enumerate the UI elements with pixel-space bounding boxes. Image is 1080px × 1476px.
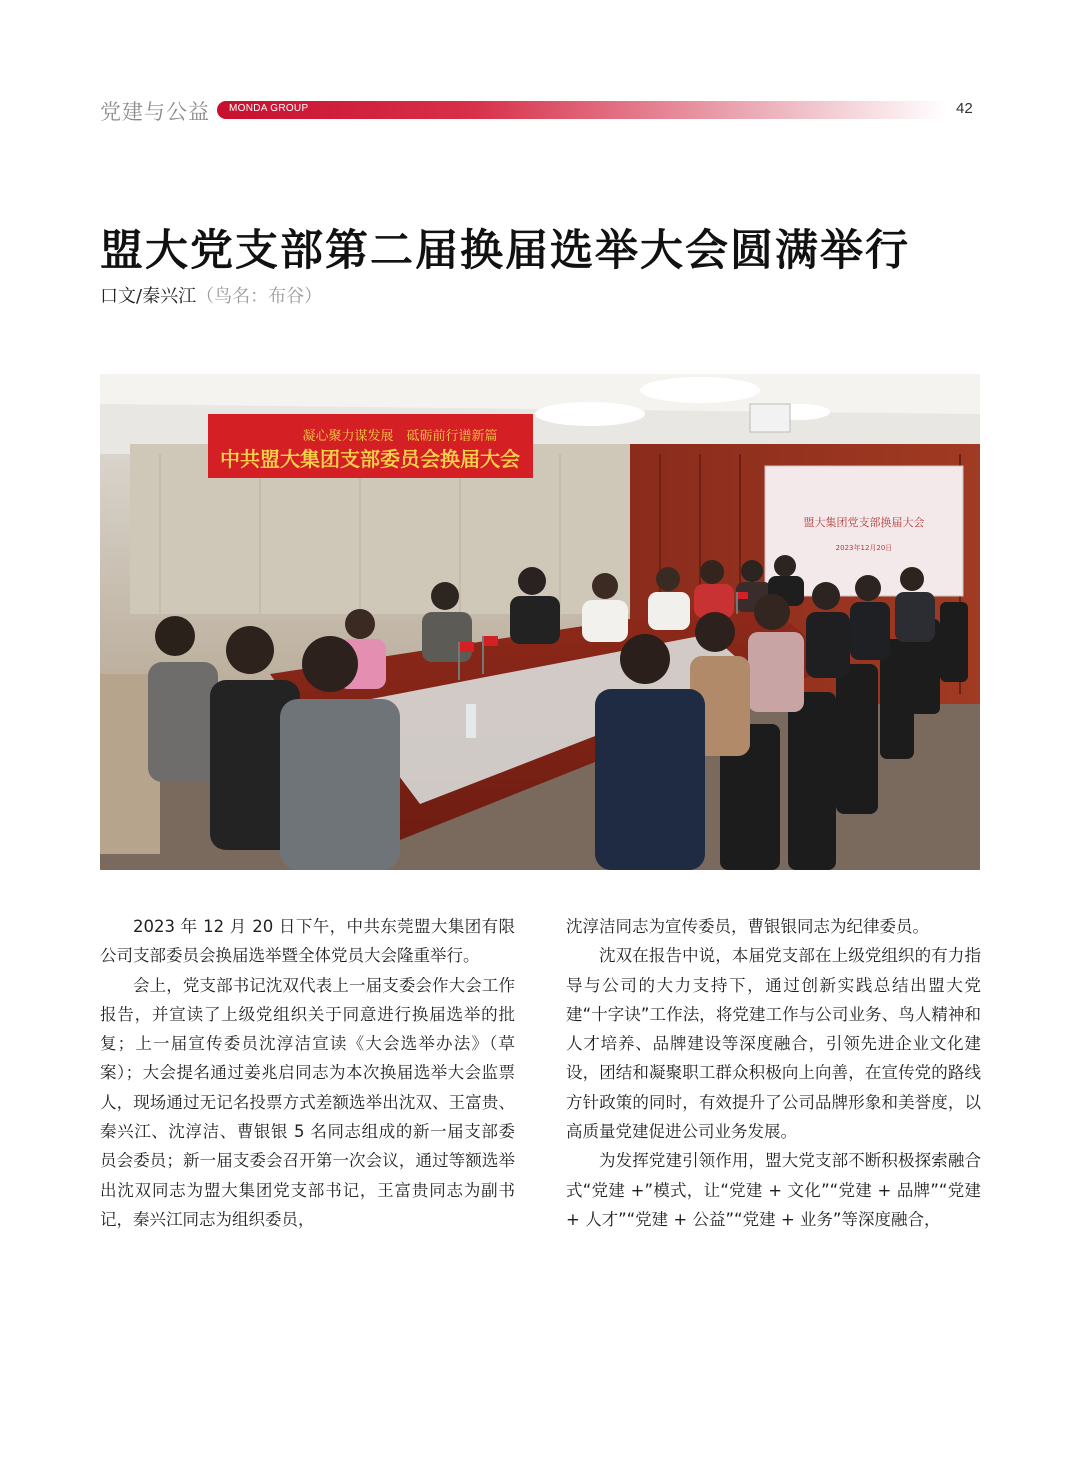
article-title: 盟大党支部第二届换届选举大会圆满举行 (100, 225, 910, 276)
paragraph: 会上，党支部书记沈双代表上一届支委会作大会工作报告，并宣读了上级党组织关于同意进行换届选举的批复；上一届宣传委员沈淳洁宣读《大会选举办法》（草案）；大会提名通过姜兆启同志为本次换届选举大会监票人，现场通过无记名投票方式差额选举出沈双、王富贵、秦兴江、沈淳洁、曹银银 5 名同志组成的新一届支部委员会委员；新一届支委会召开第一次会议，通过等额选举出沈双同志为盟大集团党支部书记，王富贵同志为副书记，秦兴江同志为组织委员， (100, 975, 515, 1229)
brand-name: MONDA GROUP (229, 103, 309, 114)
paragraph: 2023 年 12 月 20 日下午，中共东莞盟大集团有限公司支部委员会换届选举暨全体党员大会隆重举行。 (100, 917, 515, 966)
page-number: 42 (956, 100, 973, 117)
screen-date: 2023年12月20日 (835, 544, 893, 552)
banner-title: 中共盟大集团支部委员会换届大会 (220, 447, 520, 471)
pen-name: （鸟名：布谷） (196, 286, 323, 307)
banner-slogan: 凝心聚力谋发展 砥砺前行谱新篇 (302, 429, 498, 444)
byline (100, 282, 322, 308)
section-name: 党建与公益 (100, 100, 210, 124)
paragraph: 为发挥党建引领作用，盟大党支部不断积极探索融合式“党建 +”模式，让“党建 + 文化”“党建 + 品牌”“党建 + 人才”“党建 + 公益”“党建 + 业务”等深度融合， (566, 1151, 981, 1229)
paragraph-continuation: 沈淳洁同志为宣传委员，曹银银同志为纪律委员。 (566, 917, 929, 936)
right-column (566, 912, 981, 1234)
page-header (0, 0, 1080, 140)
author: 口文/秦兴江 (100, 286, 197, 307)
brand-bar (217, 101, 947, 119)
screen-title: 盟大集团党支部换届大会 (803, 516, 925, 529)
meeting-photo (100, 374, 980, 870)
left-column (100, 912, 515, 1234)
paragraph: 沈双在报告中说，本届党支部在上级党组织的有力指导与公司的大力支持下，通过创新实践总结出盟大党建“十字诀”工作法，将党建工作与公司业务、鸟人精神和人才培养、品牌建设等深度融合，引领先进企业文化建设，团结和凝聚职工群众积极向上向善，在宣传党的路线方针政策的同时，有效提升了公司品牌形象和美誉度，以高质量党建促进公司业务发展。 (566, 946, 981, 1142)
